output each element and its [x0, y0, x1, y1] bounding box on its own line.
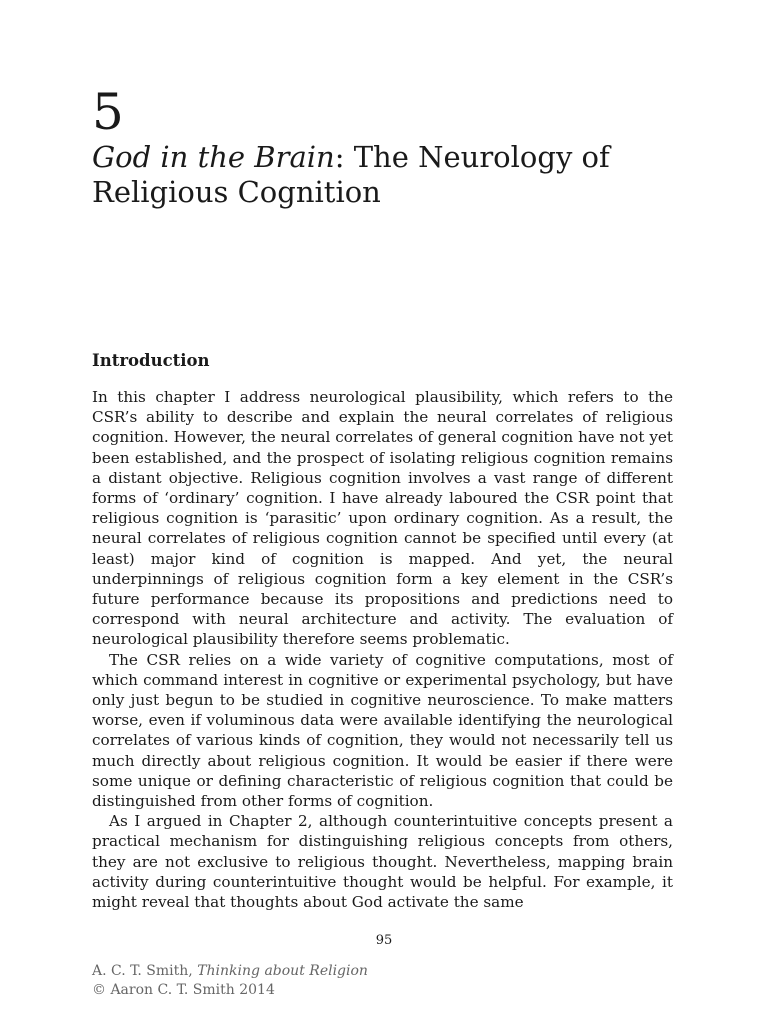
chapter-number: 5 [92, 83, 124, 141]
chapter-title [92, 140, 712, 210]
paragraph: As I argued in Chapter 2, although counterintuitive concepts present a practical mechanism for distinguishing religious concepts from others, they are not exclusive to religious thought. Nevertheless, mapping brain activity during counterintuitive thought would be helpful. For example, it might reveal that thoughts about God activate the same [92, 812, 673, 912]
chapter-title-rest: : The Neurology of Religious Cognition [92, 140, 610, 209]
copyright-line: © Aaron C. T. Smith 2014 [92, 982, 275, 998]
paragraph: In this chapter I address neurological plausibility, which refers to the CSR’s ability to describe and explain the neural correlates of religious cognition. However, the neural correlates of general cognition have not yet been established, and the prospect of isolating religious cognition remains a distant objective. Religious cognition involves a vast range of different forms of ‘ordinary’ cognition. I have already laboured the CSR point that religious cognition is ‘parasitic’ upon ordinary cognition. As a result, the neural correlates of religious cognition cannot be specified until every (at least) major kind of cognition is mapped. And yet, the neural underpinnings of religious cognition form a key element in the CSR’s future performance because its propositions and predictions need to correspond with neural architecture and activity. The evaluation of neurological plausibility therefore seems problematic. [92, 388, 673, 649]
citation-book-title: Thinking about Religion [197, 963, 368, 979]
copyright-footer [92, 962, 368, 1000]
paragraph: The CSR relies on a wide variety of cognitive computations, most of which command interest in cognitive or experimental psychology, but have only just begun to be studied in cognitive neuroscience. To make matters worse, even if voluminous data were available identifying the neurological correlates of various kinds of cognition, they would not necessarily tell us much directly about religious cognition. It would be easier if there were some unique or defining characteristic of religious cognition that could be distinguished from other forms of cognition. [92, 650, 673, 811]
citation-line [92, 962, 368, 981]
chapter-title-italic: God in the Brain [92, 140, 335, 174]
page-number: 95 [375, 933, 393, 948]
section-heading: Introduction [92, 351, 210, 370]
citation-author: A. C. T. Smith, [92, 963, 198, 979]
body-text [92, 387, 673, 912]
